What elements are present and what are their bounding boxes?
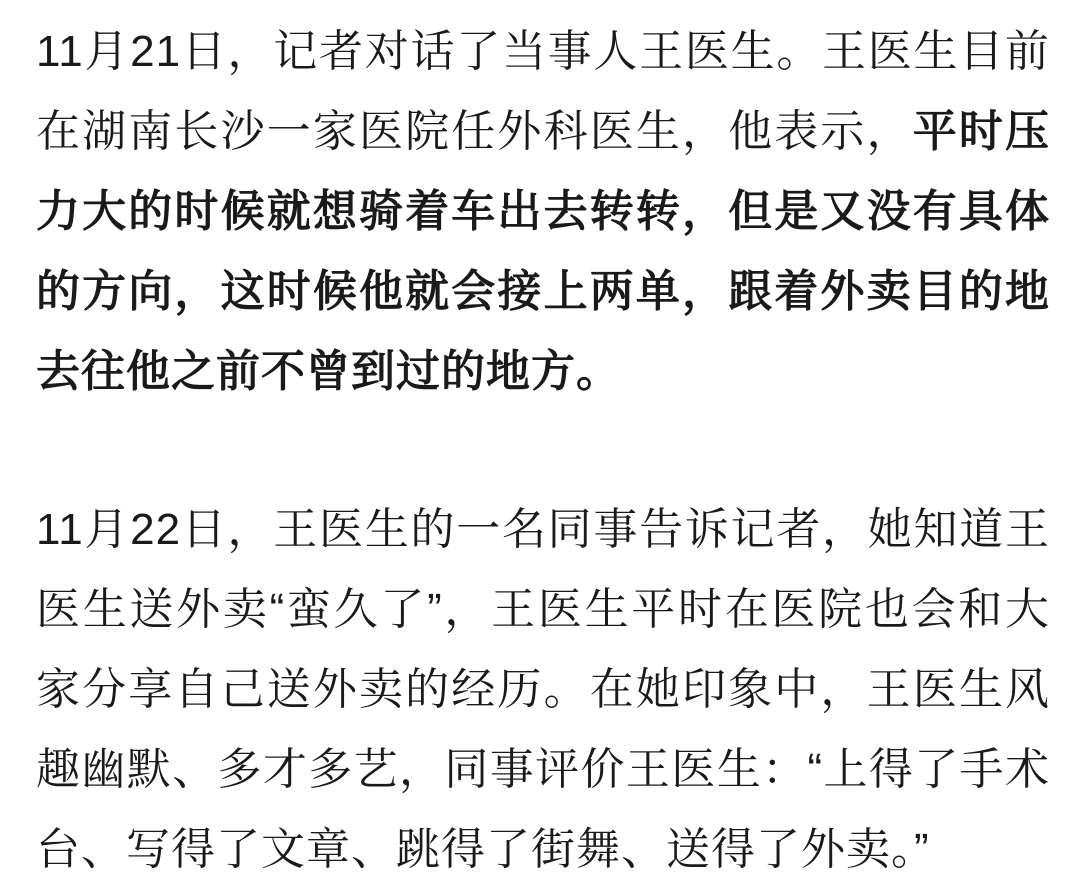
paragraph-1-regular-text: 11月21日，记者对话了当事人王医生。王医生目前在湖南长沙一家医院任外科医生，他表示， bbox=[36, 27, 1050, 156]
paragraph-2 bbox=[36, 490, 1050, 883]
paragraph-2-text: 11月22日，王医生的一名同事告诉记者，她知道王医生送外卖“蛮久了”，王医生平时在医院也会和大家分享自己送外卖的经历。在她印象中，王医生风趣幽默、多才多艺，同事评价王医生：“上得了手术台、写得了文章、跳得了街舞、送得了外卖。” bbox=[36, 505, 1050, 874]
paragraph-1-bold-text: 平时压力大的时候就想骑着车出去转转，但是又没有具体的方向，这时候他就会接上两单，跟着外卖目的地去往他之前不曾到过的地方。 bbox=[36, 107, 1051, 396]
paragraph-1 bbox=[36, 12, 1050, 412]
